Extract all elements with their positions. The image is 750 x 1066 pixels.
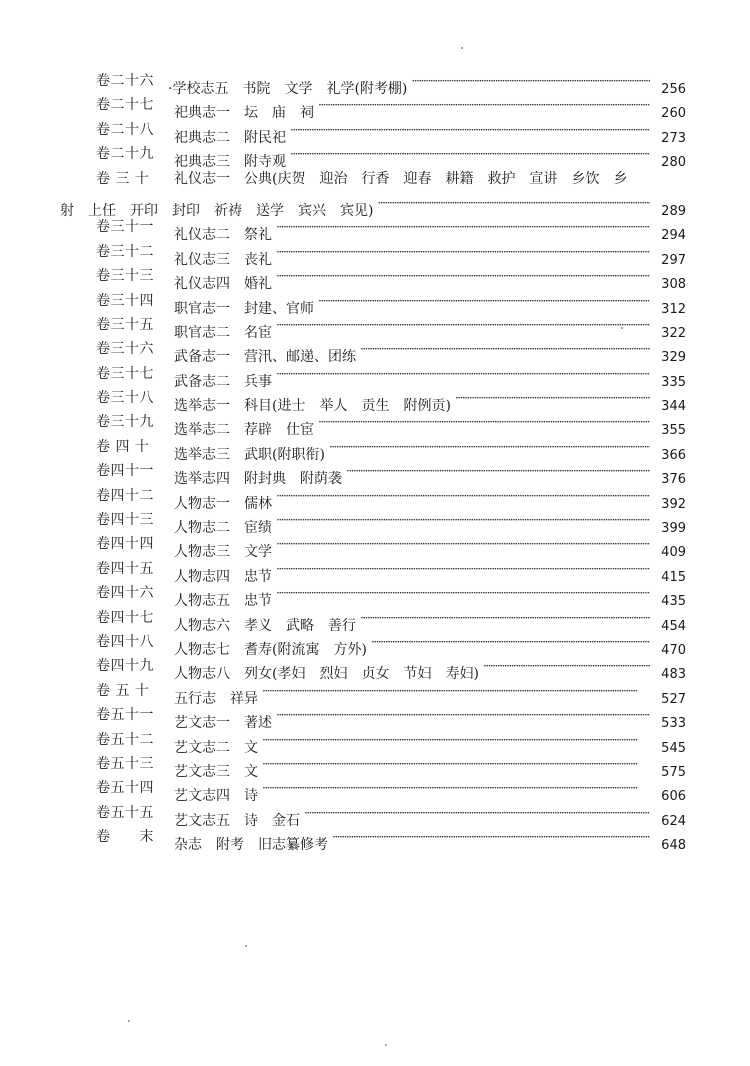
volume-number: 卷四十二 — [96, 487, 154, 504]
entry-title: 人物志八 列女(孝妇 烈妇 贞女 节妇 寿妇) — [174, 666, 479, 683]
toc-entry — [0, 69, 750, 97]
entry-title: 人物志七 耆寿(附流寓 方外) — [174, 641, 367, 658]
toc-entry — [0, 484, 750, 512]
page-number: 624 — [661, 813, 686, 829]
page-number: 335 — [661, 374, 686, 390]
volume-number: 卷四十九 — [96, 658, 154, 675]
dot-leader — [262, 679, 650, 703]
volume-number: 卷三十四 — [96, 292, 154, 309]
toc-entry — [0, 703, 750, 732]
entry-title: 人物志一 儒林 — [174, 495, 272, 512]
dot-leader — [346, 459, 650, 483]
toc-entry — [0, 362, 750, 390]
dot-leader — [304, 801, 650, 825]
entry-title: 艺文志三 文 — [174, 763, 258, 780]
dot-leader — [276, 532, 650, 556]
dot-leader — [318, 93, 650, 117]
toc-entry — [0, 435, 750, 463]
page-number: 280 — [661, 155, 686, 171]
page-number: 297 — [661, 252, 686, 268]
dot-leader — [276, 240, 650, 264]
entry-title: 五行志 祥异 — [174, 690, 258, 707]
toc-entry — [0, 801, 750, 829]
dot-leader — [276, 362, 650, 386]
toc-entry — [0, 679, 750, 707]
volume-number: 卷五十四 — [96, 780, 154, 797]
page-number: 329 — [661, 350, 686, 366]
volume-number: 卷 三 十 — [96, 170, 150, 187]
entry-title: 职官志一 封建、官师 — [174, 300, 314, 317]
toc-entry — [0, 508, 750, 537]
dot-leader — [318, 410, 650, 434]
entry-title: 武备志一 营汛、邮递、团练 — [174, 349, 356, 366]
dot-leader — [483, 654, 650, 678]
entry-title: 礼仪志二 祭礼 — [174, 227, 272, 244]
page-number: 355 — [661, 423, 686, 439]
toc-entry — [0, 654, 750, 683]
scan-speck — [621, 327, 623, 329]
dot-leader — [377, 191, 650, 215]
entry-title: 艺文志一 著述 — [174, 715, 272, 732]
toc-entry — [0, 532, 750, 561]
volume-number: 卷四十一 — [96, 463, 154, 480]
dot-leader — [276, 581, 650, 605]
page-number: 260 — [661, 106, 686, 122]
page-number: 533 — [661, 716, 686, 732]
dot-leader — [371, 630, 650, 654]
dot-leader — [276, 508, 650, 532]
page-number: 392 — [661, 496, 686, 512]
toc-entry — [0, 93, 750, 122]
entry-title: 艺文志五 诗 金石 — [174, 812, 300, 829]
dot-leader — [318, 289, 650, 313]
entry-title: 选举志三 武职(附职衔) — [174, 446, 325, 463]
entry-title: 祀典志一 坛 庙 祠 — [174, 105, 314, 122]
entry-title: 礼仪志一 公典(庆贺 迎治 行香 迎春 耕籍 救护 宣讲 乡饮 乡 — [174, 170, 628, 187]
entry-title: 人物志三 文学 — [174, 544, 272, 561]
dot-leader — [332, 825, 650, 849]
page-number: 308 — [661, 277, 686, 293]
entry-title: 人物志六 孝义 武略 善行 — [174, 617, 356, 634]
volume-number: 卷三十二 — [96, 243, 154, 260]
volume-number: 卷五十五 — [96, 804, 154, 821]
page-number: 435 — [661, 594, 686, 610]
volume-number: 卷 四 十 — [96, 438, 150, 455]
volume-number: 卷四十七 — [96, 609, 154, 626]
dot-leader — [276, 484, 650, 508]
entry-title: 射 上任 开印 封印 祈祷 送学 宾兴 宾见) — [60, 202, 374, 219]
page-number: 312 — [661, 301, 686, 317]
dot-leader — [411, 69, 650, 93]
toc-entry — [0, 459, 750, 488]
entry-title: 职官志二 名宦 — [174, 324, 272, 341]
volume-number: 卷二十九 — [96, 146, 154, 163]
toc-entry — [0, 752, 750, 780]
volume-number: 卷 五 十 — [96, 682, 150, 699]
volume-number: 卷三十八 — [96, 390, 154, 407]
toc-entry — [0, 581, 750, 610]
dot-leader — [360, 337, 650, 361]
dot-leader — [276, 215, 650, 239]
dot-leader — [290, 142, 650, 166]
dot-leader — [262, 728, 650, 752]
volume-number: 卷三十三 — [96, 268, 154, 285]
entry-title: 祀典志三 附寺观 — [174, 154, 286, 171]
dot-leader — [329, 435, 650, 459]
page-number: 322 — [661, 325, 686, 341]
dot-leader — [276, 264, 650, 288]
page-number: 648 — [661, 838, 686, 854]
scan-speck — [245, 945, 247, 947]
page-number: 575 — [661, 764, 686, 780]
page-number: 483 — [661, 667, 686, 683]
page-number: 256 — [661, 82, 686, 97]
volume-number: 卷四十六 — [96, 585, 154, 602]
page-number: 415 — [661, 569, 686, 585]
volume-number: 卷三十一 — [96, 219, 154, 236]
page-number: 294 — [661, 228, 686, 244]
scan-speck — [461, 47, 463, 49]
entry-title: 选举志一 科目(进士 举人 贡生 附例贡) — [174, 398, 451, 415]
volume-number: 卷 末 — [96, 829, 154, 846]
toc-entry — [0, 630, 750, 658]
entry-title: 人物志四 忠节 — [174, 568, 272, 585]
dot-leader — [360, 606, 650, 630]
toc-entry — [0, 728, 750, 756]
volume-number: 卷三十五 — [96, 316, 154, 333]
page-number: 289 — [661, 203, 686, 219]
dot-leader — [276, 557, 650, 581]
dot-leader — [262, 752, 650, 776]
volume-number: 卷二十八 — [96, 121, 154, 138]
page-number: 344 — [661, 399, 686, 415]
volume-number: 卷四十八 — [96, 633, 154, 650]
toc-entry — [0, 264, 750, 293]
entry-title: 选举志二 荐辟 仕宦 — [174, 422, 314, 439]
volume-number: 卷三十七 — [96, 365, 154, 382]
toc-entry — [0, 410, 750, 439]
volume-number: 卷三十九 — [96, 414, 154, 431]
scan-speck — [385, 1044, 387, 1046]
page-number: 366 — [661, 447, 686, 463]
entry-title: 杂志 附考 旧志纂修考 — [174, 837, 328, 854]
entry-title: 礼仪志三 丧礼 — [174, 251, 272, 268]
page-number: 273 — [661, 130, 686, 146]
entry-title: 祀典志二 附民祀 — [174, 129, 286, 146]
page-number: 470 — [661, 642, 686, 658]
dot-leader — [276, 313, 650, 337]
volume-number: 卷五十一 — [96, 707, 154, 724]
page-number: 409 — [661, 545, 686, 561]
page-number: 606 — [661, 789, 686, 805]
dot-leader — [276, 703, 650, 727]
entry-title: 艺文志二 文 — [174, 739, 258, 756]
scan-speck — [128, 1020, 130, 1022]
table-of-contents — [0, 69, 750, 854]
dot-leader — [262, 776, 650, 800]
toc-entry — [0, 215, 750, 244]
dot-leader — [455, 386, 650, 410]
toc-entry — [0, 557, 750, 585]
toc-entry — [0, 776, 750, 805]
toc-entry — [0, 289, 750, 317]
volume-number: 卷二十七 — [96, 97, 154, 114]
entry-title: 武备志二 兵事 — [174, 373, 272, 390]
dot-leader — [290, 118, 650, 142]
toc-entry — [0, 167, 750, 191]
toc-entry — [0, 825, 750, 854]
page-number: 376 — [661, 472, 686, 488]
volume-number: 卷五十三 — [96, 755, 154, 772]
volume-number: 卷四十四 — [96, 536, 154, 553]
volume-number: 卷五十二 — [96, 731, 154, 748]
toc-entry — [0, 313, 750, 341]
entry-title: 人物志二 宦绩 — [174, 520, 272, 537]
page-number: 399 — [661, 521, 686, 537]
page-number: 454 — [661, 618, 686, 634]
toc-entry — [0, 240, 750, 268]
toc-entry — [0, 142, 750, 171]
toc-entry — [0, 386, 750, 415]
entry-title: 人物志五 忠节 — [174, 593, 272, 610]
volume-number: 卷四十三 — [96, 512, 154, 529]
toc-entry — [0, 606, 750, 634]
entry-title: 艺文志四 诗 — [174, 788, 258, 805]
entry-title: 礼仪志四 婚礼 — [174, 276, 272, 293]
volume-number: 卷二十六 — [96, 73, 154, 89]
page-number: 545 — [661, 740, 686, 756]
entry-title: ·学校志五 书院 文学 礼学(附考棚) — [168, 81, 408, 97]
entry-title: 选举志四 附封典 附荫袭 — [174, 471, 342, 488]
page-number: 527 — [661, 691, 686, 707]
toc-entry — [0, 337, 750, 366]
volume-number: 卷四十五 — [96, 560, 154, 577]
volume-number: 卷三十六 — [96, 341, 154, 358]
toc-entry-continuation — [0, 191, 750, 219]
toc-entry — [0, 118, 750, 146]
